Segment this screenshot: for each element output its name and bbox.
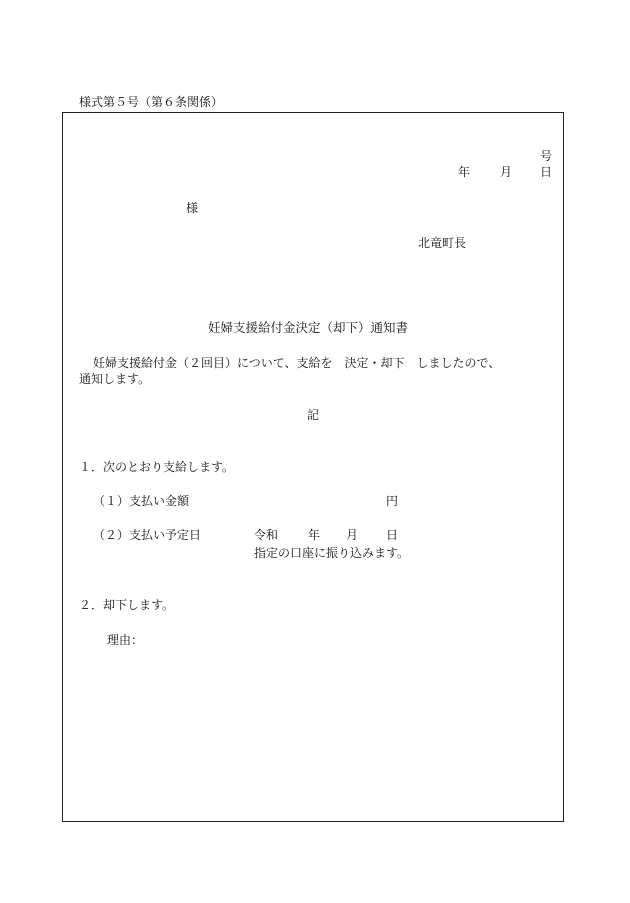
- reason-label: 理由：: [107, 633, 144, 647]
- body-line-2: 通知します。: [79, 372, 151, 386]
- payment-date-era: 令和: [254, 528, 279, 542]
- payment-amount-unit: 円: [386, 494, 399, 508]
- ki-mark: 記: [307, 408, 320, 422]
- payment-date-year: 年: [308, 528, 321, 542]
- payment-date-label: （２）支払い予定日: [93, 528, 202, 542]
- body-line-1: 妊婦支援給付金（２回目）について、支給を 決定・却下 しましたので、: [93, 356, 501, 370]
- document-title: 妊婦支援給付金決定（却下）通知書: [208, 320, 409, 335]
- issuer-name: 北竜町長: [418, 236, 467, 250]
- payment-date-day: 日: [386, 528, 399, 542]
- date-year: 年: [458, 165, 471, 179]
- form-label: 様式第５号（第６条関係）: [79, 95, 224, 109]
- payment-date-month: 月: [346, 528, 359, 542]
- date-day: 日: [540, 165, 553, 179]
- number-suffix: 号: [540, 149, 553, 163]
- section-2-heading: ２．却下します。: [79, 598, 175, 612]
- recipient-honorific: 様: [186, 201, 199, 215]
- date-month: 月: [500, 165, 513, 179]
- section-1-heading: １．次のとおり支給します。: [79, 460, 235, 474]
- payment-amount-label: （１）支払い金額: [93, 494, 190, 508]
- payment-transfer-note: 指定の口座に振り込みます。: [254, 546, 410, 560]
